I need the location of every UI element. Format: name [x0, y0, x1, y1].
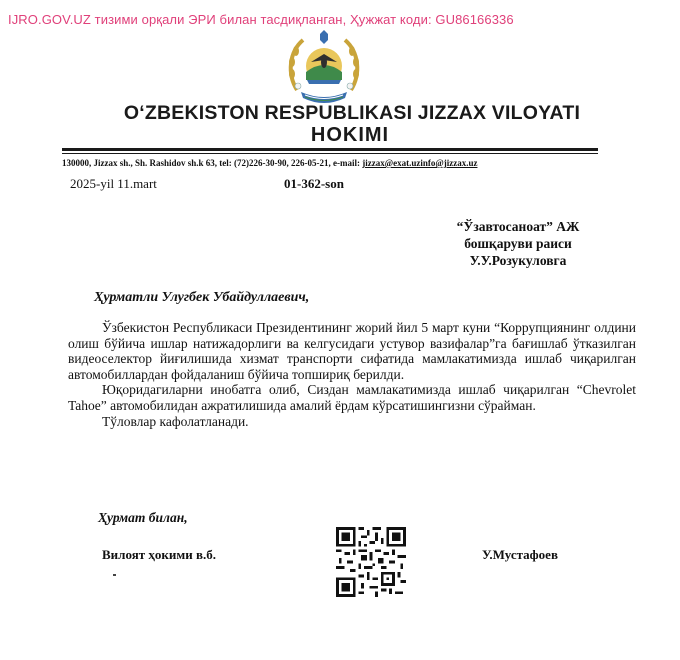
- body-paragraph: Ўзбекистон Республикаси Президентининг жорий йил 5 март куни “Коррупциянинг олдини олиш бўйича ишлар натижадорлиги ва келгусидаги устувор вазифалар”га бағишлаб ўтказилган видеоселектор йиғилишида хизмат транспорти сифатида мамлакатимизда ишлаб чиқарилган автомобиллардан фойдаланиш бўйича топшириқ берилди.: [68, 320, 636, 382]
- document-number: 01-362-son: [284, 176, 344, 191]
- closing-phrase: Ҳурмат билан,: [98, 510, 188, 525]
- body-paragraph: Тўловлар кафолатланади.: [102, 413, 249, 429]
- addressee-block: [438, 218, 598, 269]
- signatory-name: У.Мустафоев: [482, 547, 558, 562]
- contact-email-link[interactable]: jizzax@exat.uzinfo@jizzax.uz: [362, 158, 478, 168]
- header-divider-thin: [62, 153, 598, 154]
- salutation: Ҳурматли Улугбек Убайдуллаевич,: [94, 290, 310, 305]
- document-date: 2025-yil 11.mart: [70, 176, 157, 191]
- body-paragraph: Юқоридагиларни инобатга олиб, Сиздан мамлакатимизда ишлаб чиқарилган “Chevrolet Tahoe” автомобилидан ажратилишида амалий ёрдам кўрсатишингизни сўрайман.: [68, 382, 636, 413]
- signature-mark: [113, 574, 116, 576]
- addressee-name: У.У.Розукуловга: [469, 253, 567, 268]
- contact-address: 130000, Jizzax sh., Sh. Rashidov sh.k 63, tel: (72)226-30-90, 226-05-21, e-mail:: [62, 158, 363, 168]
- issuer-title: O‘ZBEKISTON RESPUBLIKASI JIZZAX VILOYATI: [123, 102, 581, 124]
- header-divider-thick: [62, 148, 598, 151]
- contact-line: [62, 158, 602, 168]
- addressee-org: “Ўзавтосаноат” АЖ: [456, 219, 580, 234]
- addressee-role: бошқаруви раиси: [464, 236, 572, 251]
- state-emblem-icon: [283, 28, 365, 110]
- issuer-subtitle: HOKIMI: [310, 124, 390, 146]
- signatory-position: Вилоят ҳокими в.б.: [102, 547, 216, 562]
- qr-code-icon: [336, 527, 406, 597]
- verification-watermark: IJRO.GOV.UZ тизими орқали ЭРИ билан тасдиқланган, Ҳужжат коди: GU86166336: [8, 12, 514, 27]
- letter-body: [68, 320, 636, 429]
